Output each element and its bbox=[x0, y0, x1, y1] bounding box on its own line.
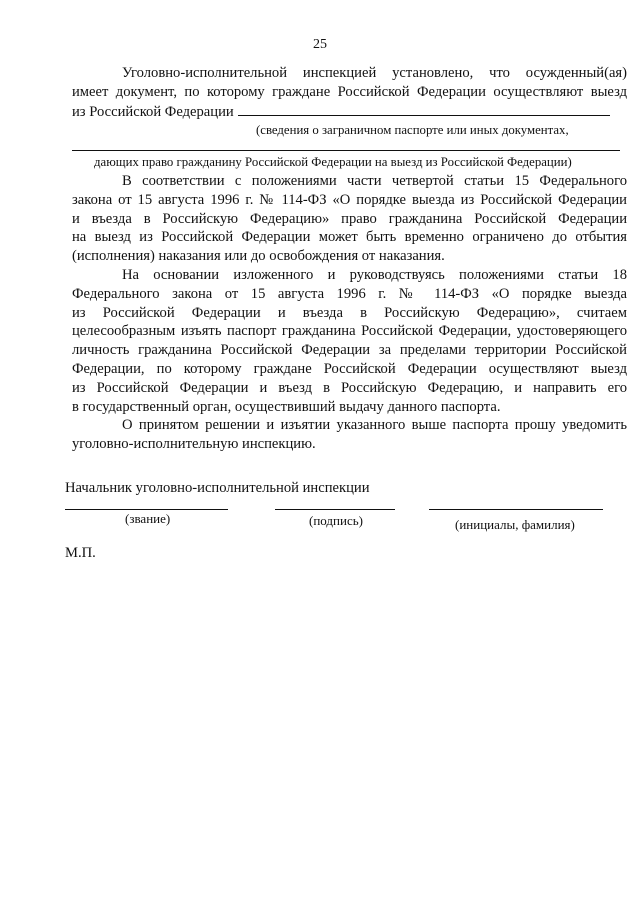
signature-block bbox=[65, 480, 625, 553]
paragraph-3-line-7: из Российской Федерации и въезд в Российскую Федерацию, и направить его bbox=[72, 379, 627, 396]
paragraph-4-line-2: уголовно-исполнительную инспекцию. bbox=[72, 436, 316, 453]
passport-details-blank bbox=[238, 102, 610, 116]
paragraph-3-line-4: целесообразным изъять паспорт гражданина Российской Федерации, удостоверяющего bbox=[72, 323, 627, 340]
signature-caption: (подпись) bbox=[309, 513, 363, 528]
paragraph-3-line-5: личность гражданина Российской Федерации за пределами территории Российской bbox=[72, 342, 627, 359]
paragraph-2-line-4: на выезд из Российской Федерации может быть временно ограничено до отбытия bbox=[72, 229, 627, 246]
document-body bbox=[72, 64, 627, 454]
paragraph-4-line-1: О принятом решении и изъятии указанного выше паспорта прошу уведомить bbox=[122, 417, 627, 434]
paragraph-3-line-6: Федерации, по которому граждане Российской Федерации осуществляют выезд bbox=[72, 360, 627, 377]
paragraph-3-line-1: На основании изложенного и руководствуясь положениями статьи 18 bbox=[122, 266, 627, 283]
signature-lines bbox=[65, 509, 625, 553]
page-number: 25 bbox=[313, 37, 327, 52]
paragraph-2-line-3: и въезда в Российскую Федерацию» право гражданина Российской Федерации bbox=[72, 210, 627, 227]
paragraph-1-line-3 bbox=[72, 102, 627, 122]
paragraph-2-line-2: закона от 15 августа 1996 г. № 114-ФЗ «О порядке выезда из Российской Федерации bbox=[72, 191, 627, 208]
paragraph-3-line-3: из Российской Федерации и въезда в Российскую Федерацию», считаем bbox=[72, 304, 627, 321]
stamp-mark: М.П. bbox=[65, 545, 96, 561]
rank-line bbox=[65, 509, 228, 510]
name-line bbox=[429, 509, 603, 510]
passport-details-note-continued: дающих право гражданину Российской Федерации на выезд из Российской Федерации) bbox=[94, 155, 572, 170]
rank-caption: (звание) bbox=[125, 511, 171, 526]
paragraph-2-line-1: В соответствии с положениями части четвертой статьи 15 Федерального bbox=[122, 172, 627, 189]
paragraph-3-line-2: Федерального закона от 15 августа 1996 г. № 114-ФЗ «О порядке выезда bbox=[72, 285, 627, 302]
paragraph-2-line-5: (исполнения) наказания или до освобождения от наказания. bbox=[72, 248, 445, 265]
signature-title: Начальник уголовно-исполнительной инспекции bbox=[65, 480, 370, 496]
paragraph-1-line-3-text: из Российской Федерации bbox=[72, 103, 234, 120]
passport-details-note: (сведения о заграничном паспорте или иных документах, bbox=[256, 123, 569, 138]
passport-details-rule bbox=[72, 150, 620, 151]
signature-line bbox=[275, 509, 395, 510]
name-caption: (инициалы, фамилия) bbox=[455, 517, 575, 532]
paragraph-1-line-2: имеет документ, по которому граждане Российской Федерации осуществляют выезд bbox=[72, 83, 627, 100]
paragraph-3-line-8: в государственный орган, осуществивший выдачу данного паспорта. bbox=[72, 398, 501, 415]
paragraph-1-line-1: Уголовно-исполнительной инспекцией установлено, что осужденный(ая) bbox=[122, 65, 627, 81]
